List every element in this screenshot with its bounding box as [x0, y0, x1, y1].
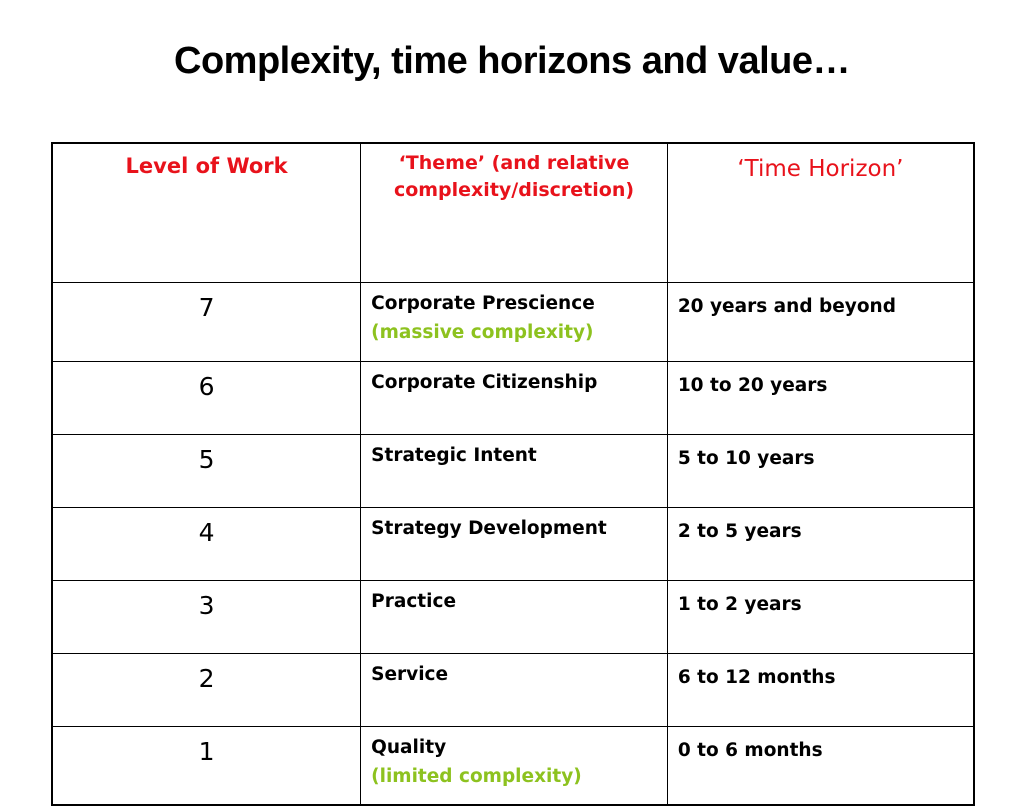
- horizon-cell: 2 to 5 years: [667, 508, 974, 581]
- level-cell: 6: [52, 362, 361, 435]
- header-theme-text: ‘Theme’ (and relative complexity/discretion): [393, 152, 635, 201]
- horizon-cell: 0 to 6 months: [667, 727, 974, 806]
- theme-cell: [361, 283, 668, 362]
- table-row: [52, 508, 974, 581]
- theme-cell: [361, 435, 668, 508]
- slide-title: Complexity, time horizons and value…: [174, 40, 850, 82]
- theme-label: Service: [371, 664, 449, 685]
- table-row: [52, 435, 974, 508]
- table-header-row: [52, 143, 974, 283]
- level-cell: 5: [52, 435, 361, 508]
- horizon-cell: 20 years and beyond: [667, 283, 974, 362]
- theme-cell: [361, 654, 668, 727]
- theme-note: (massive complexity): [371, 322, 594, 343]
- level-cell: 7: [52, 283, 361, 362]
- level-cell: 2: [52, 654, 361, 727]
- level-cell: 1: [52, 727, 361, 806]
- level-cell: 4: [52, 508, 361, 581]
- header-theme: [361, 143, 668, 283]
- theme-cell: [361, 362, 668, 435]
- table-row: [52, 362, 974, 435]
- horizon-cell: 6 to 12 months: [667, 654, 974, 727]
- horizon-cell: 1 to 2 years: [667, 581, 974, 654]
- theme-cell: [361, 581, 668, 654]
- levels-table: [51, 142, 975, 806]
- theme-label: Strategic Intent: [371, 445, 537, 466]
- table-row: [52, 727, 974, 806]
- theme-note: (limited complexity): [371, 766, 582, 787]
- table-row: [52, 283, 974, 362]
- level-cell: 3: [52, 581, 361, 654]
- horizon-cell: 10 to 20 years: [667, 362, 974, 435]
- horizon-cell: 5 to 10 years: [667, 435, 974, 508]
- header-level-of-work: Level of Work: [52, 143, 361, 283]
- table-row: [52, 581, 974, 654]
- header-time-horizon: ‘Time Horizon’: [667, 143, 974, 283]
- theme-cell: [361, 508, 668, 581]
- theme-cell: [361, 727, 668, 806]
- theme-label: Corporate Prescience: [371, 293, 595, 314]
- theme-label: Corporate Citizenship: [371, 372, 598, 393]
- theme-label: Practice: [371, 591, 456, 612]
- theme-label: Strategy Development: [371, 518, 607, 539]
- theme-label: Quality: [371, 737, 447, 758]
- table-row: [52, 654, 974, 727]
